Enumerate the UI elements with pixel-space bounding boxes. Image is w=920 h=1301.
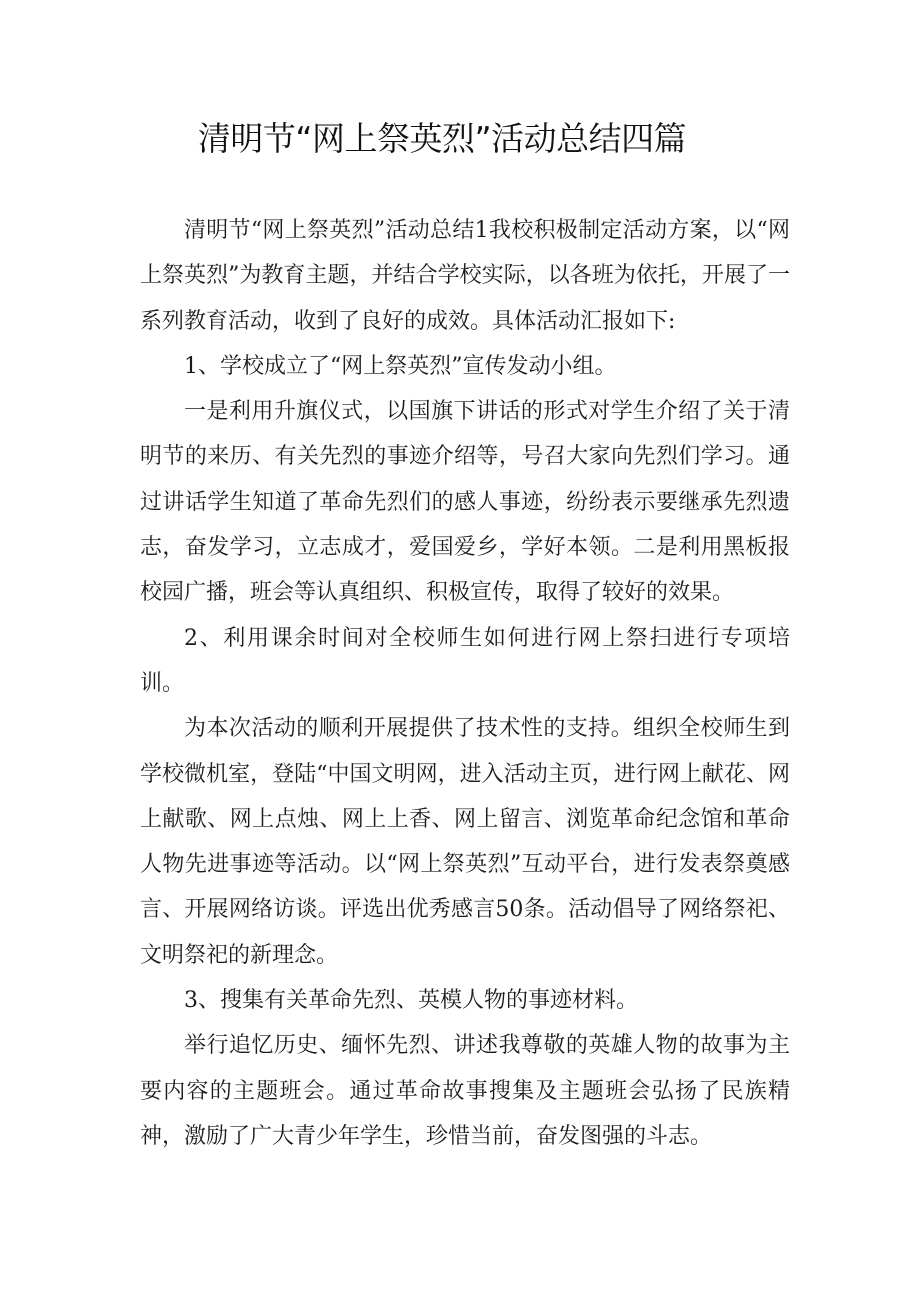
paragraph-item-1-heading: 1、学校成立了“网上祭英烈”宣传发动小组。 xyxy=(184,353,617,379)
paragraph-item-3-detail: 举行追忆历史、缅怀先烈、讲述我尊敬的英雄人物的故事为主要内容的主题班会。通过革命故事搜集及主题班会弘扬了民族精神，激励了广大青少年学生，珍惜当前，奋发图强的斗志。 xyxy=(140,1033,790,1149)
paragraph-item-3-heading: 3、搜集有关革命先烈、英模人物的事迹材料。 xyxy=(184,988,638,1014)
document-title: 清明节“网上祭英烈”活动总结四篇 xyxy=(197,119,687,158)
paragraph-item-1-detail: 一是利用升旗仪式，以国旗下讲话的形式对学生介绍了关于清明节的来历、有关先烈的事迹介绍等，号召大家向先烈们学习。通过讲话学生知道了革命先烈们的感人事迹，纷纷表示要继承先烈遗志，奋发学习，立志成才，爱国爱乡，学好本领。二是利用黑板报校园广播，班会等认真组织、积极宣传，取得了较好的效果。 xyxy=(140,399,790,606)
paragraph-intro: 清明节“网上祭英烈”活动总结1我校积极制定活动方案，以“网上祭英烈”为教育主题，并结合学校实际，以各班为依托，开展了一系列教育活动，收到了良好的成效。具体活动汇报如下: xyxy=(140,218,790,334)
paragraph-item-2-heading: 2、利用课余时间对全校师生如何进行网上祭扫进行专项培训。 xyxy=(140,625,790,696)
paragraph-item-2-detail: 为本次活动的顺利开展提供了技术性的支持。组织全校师生到学校微机室，登陆“中国文明网，进入活动主页，进行网上献花、网上献歌、网上点烛、网上上香、网上留言、浏览革命纪念馆和革命人物先进事迹等活动。以“网上祭英烈”互动平台，进行发表祭奠感言、开展网络访谈。评选出优秀感言50条。活动倡导了网络祭祀、文明祭祀的新理念。 xyxy=(140,716,790,968)
document-body xyxy=(140,208,790,1159)
